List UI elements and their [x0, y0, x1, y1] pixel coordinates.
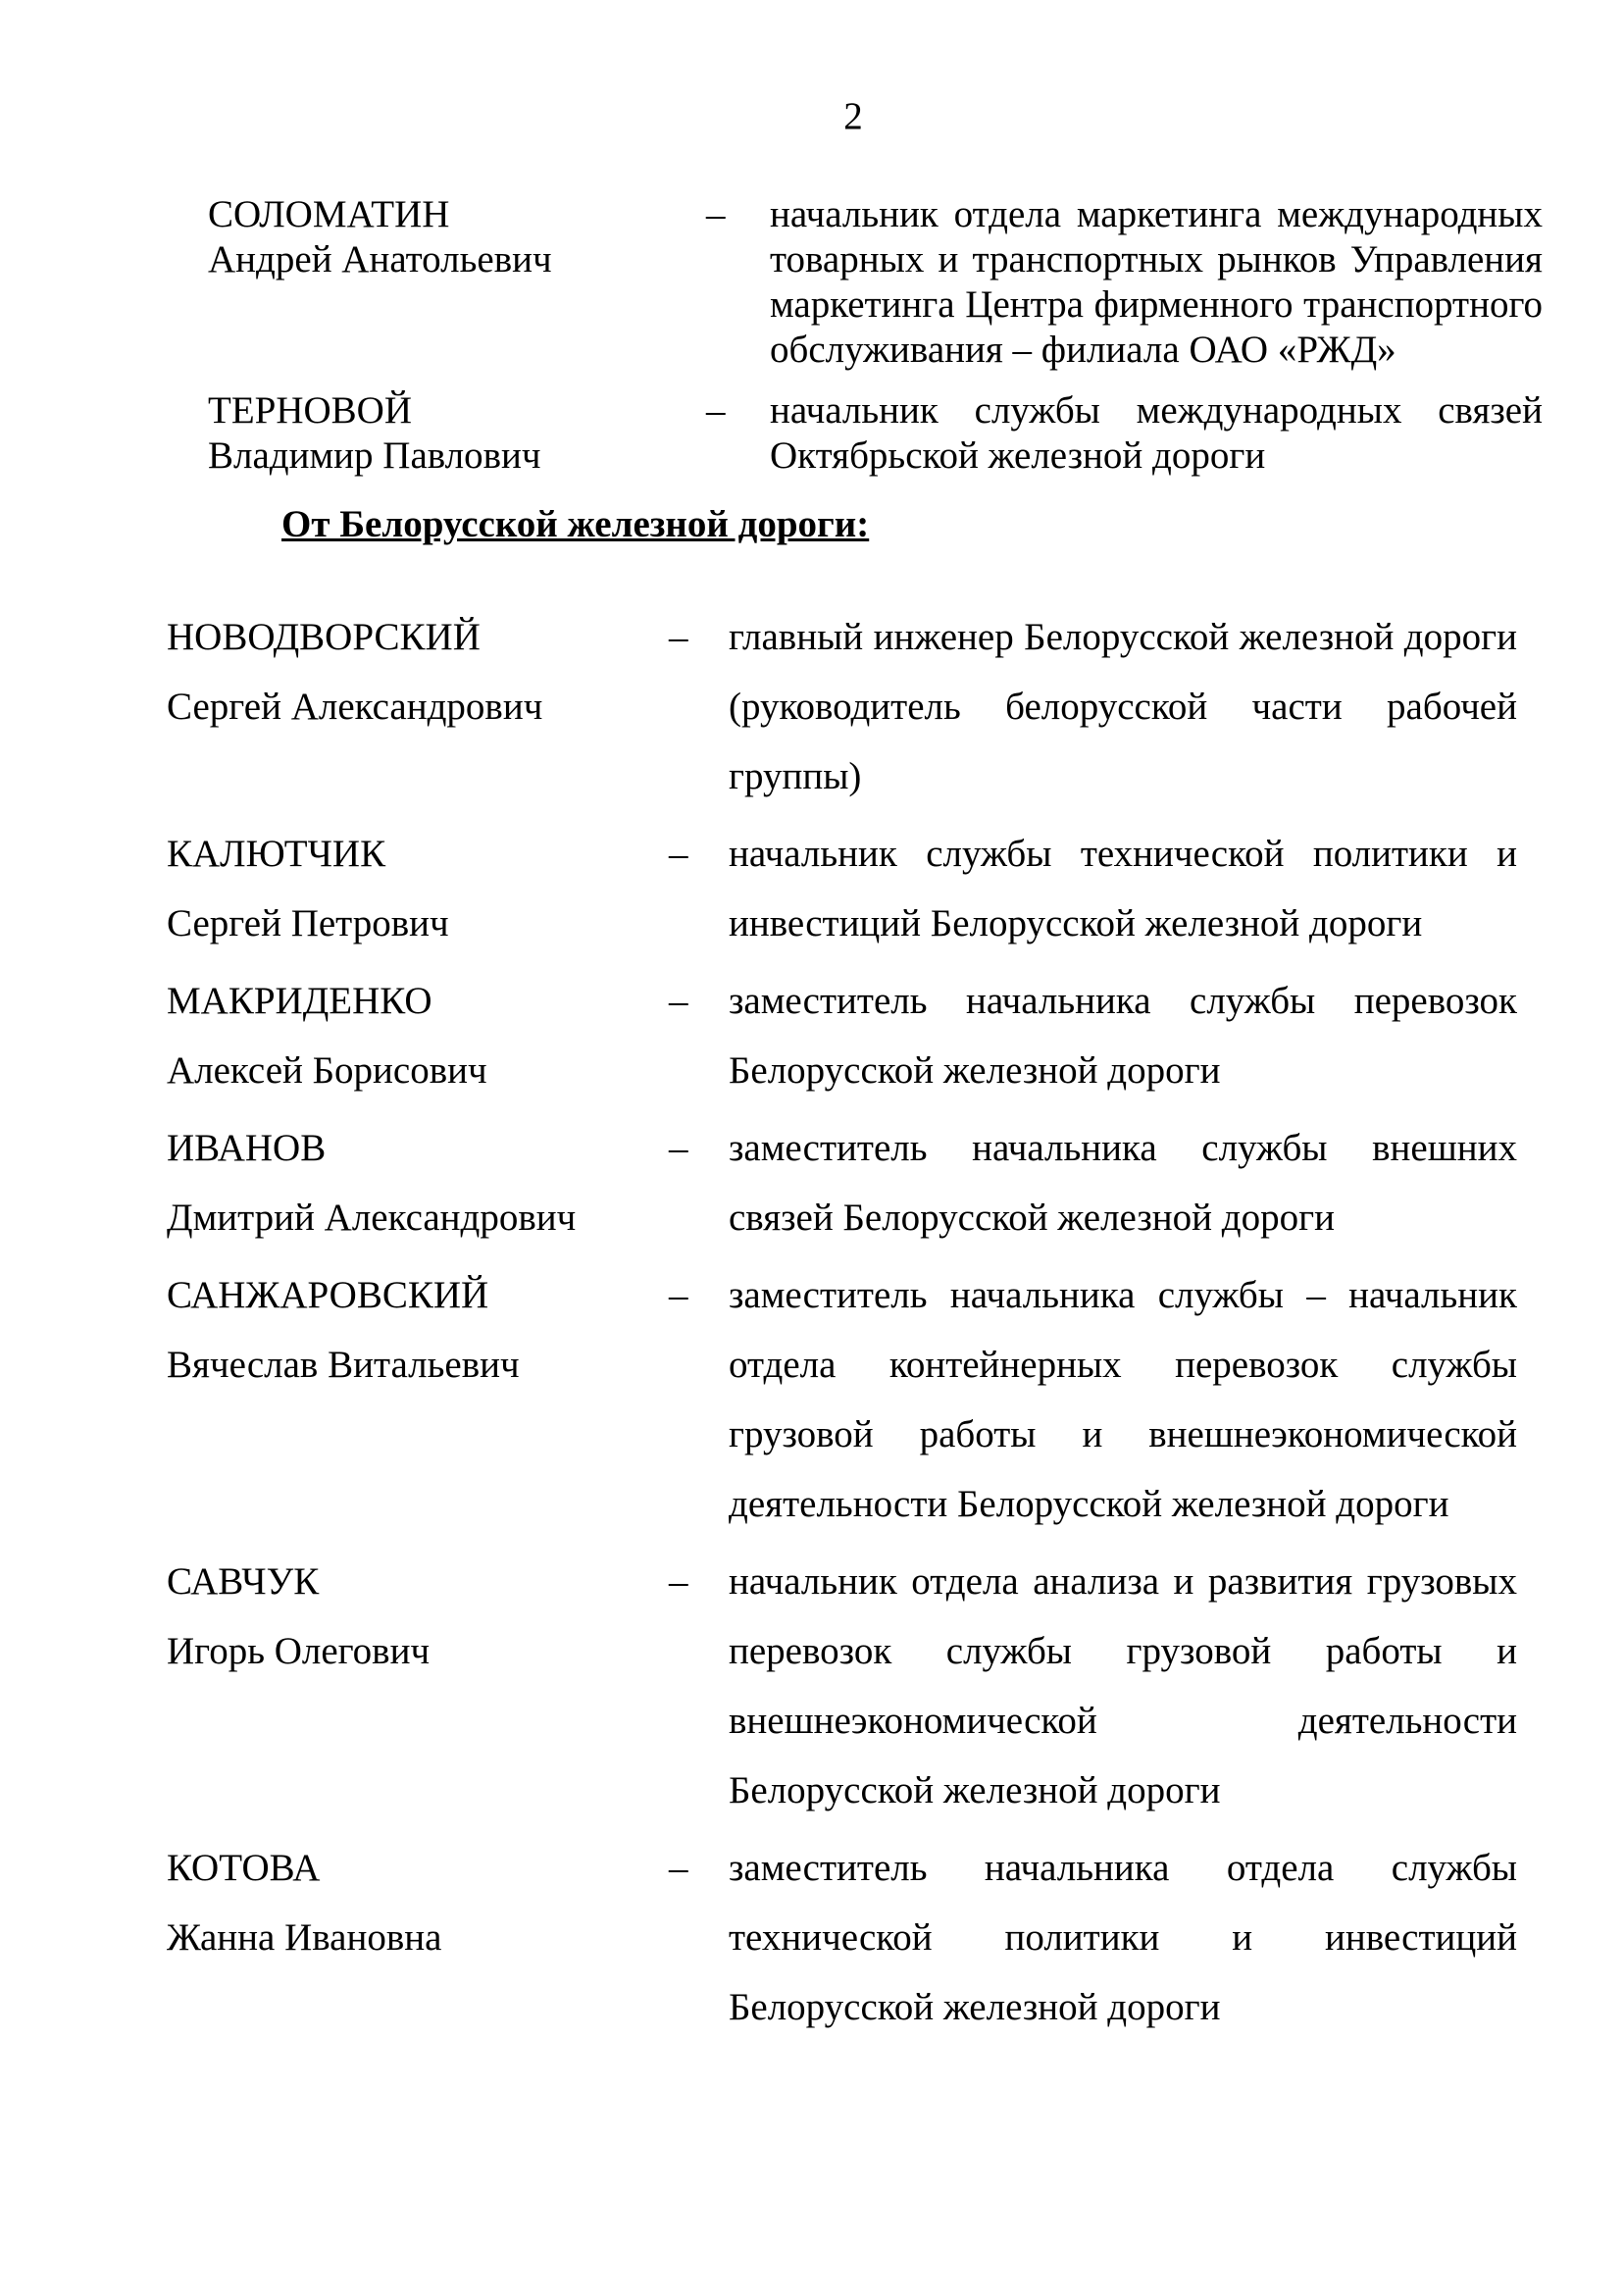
dash-separator: – [669, 1274, 688, 1316]
section-heading: От Белорусской железной дороги: [281, 503, 870, 545]
person-entry-ivanov [167, 1113, 1624, 1252]
person-role: начальник службы международных связей Октябрьской железной дороги [770, 389, 1543, 477]
person-surname: КОТОВА [167, 1847, 321, 1889]
dash-separator: – [669, 980, 688, 1022]
dash-separator: – [669, 1560, 688, 1603]
dash-separator: – [706, 193, 726, 235]
person-name-block [167, 1113, 669, 1252]
person-given-name: Владимир Павлович [208, 434, 541, 477]
person-role: заместитель начальника службы перевозок Белорусской железной дороги [729, 980, 1517, 1092]
person-surname: САВЧУК [167, 1560, 320, 1603]
person-entry-novodvorsky [167, 602, 1624, 811]
person-surname: КАЛЮТЧИК [167, 833, 386, 875]
person-role: заместитель начальника отдела службы технической политики и инвестиций Белорусской железной дороги [729, 1847, 1517, 2028]
person-entry-ternovoy [208, 388, 1624, 479]
dash-separator: – [669, 833, 688, 875]
person-surname: СОЛОМАТИН [208, 193, 450, 235]
person-given-name: Игорь Олегович [167, 1630, 431, 1672]
person-name-block [167, 819, 669, 958]
section-heading-row [281, 502, 1624, 547]
person-given-name: Сергей Александрович [167, 686, 543, 728]
person-given-name: Вячеслав Витальевич [167, 1344, 520, 1386]
person-surname: НОВОДВОРСКИЙ [167, 616, 481, 658]
person-name-block [167, 1547, 669, 1825]
person-given-name: Алексей Борисович [167, 1049, 487, 1092]
person-role: заместитель начальника службы – начальник отдела контейнерных перевозок службы грузовой работы и внешнеэкономической деятельности Белорусской железной дороги [729, 1274, 1517, 1525]
person-role: начальник службы технической политики и инвестиций Белорусской железной дороги [729, 833, 1517, 944]
person-given-name: Сергей Петрович [167, 902, 449, 944]
person-entry-kalyutchik [167, 819, 1624, 958]
person-surname: САНЖАРОВСКИЙ [167, 1274, 489, 1316]
person-surname: ИВАНОВ [167, 1127, 327, 1169]
person-name-block [167, 602, 669, 811]
person-name-block [208, 192, 706, 373]
page-number: 2 [843, 95, 863, 137]
dash-separator: – [669, 616, 688, 658]
person-given-name: Андрей Анатольевич [208, 238, 552, 280]
person-name-block [167, 1260, 669, 1539]
person-surname: ТЕРНОВОЙ [208, 389, 413, 432]
person-role: начальник отдела маркетинга международных товарных и транспортных рынков Управления маркетинга Центра фирменного транспортного обслуживания – филиала ОАО «РЖД» [770, 193, 1543, 371]
person-role: начальник отдела анализа и развития грузовых перевозок службы грузовой работы и внешнеэкономической деятельности Белорусской железной дороги [729, 1560, 1517, 1811]
dash-separator: – [669, 1127, 688, 1169]
person-name-block [167, 1833, 669, 2042]
person-given-name: Жанна Ивановна [167, 1916, 442, 1959]
person-role: заместитель начальника службы внешних связей Белорусской железной дороги [729, 1127, 1517, 1239]
section-belarusian-railway [0, 602, 1624, 2042]
section-rzd [0, 0, 1624, 479]
person-entry-makridenko [167, 966, 1624, 1105]
person-entry-kotova [167, 1833, 1624, 2042]
person-entry-sanzharovsky [167, 1260, 1624, 1539]
person-name-block [167, 966, 669, 1105]
person-given-name: Дмитрий Александрович [167, 1197, 577, 1239]
dash-separator: – [669, 1847, 688, 1889]
person-surname: МАКРИДЕНКО [167, 980, 432, 1022]
person-entry-solomatin [208, 192, 1624, 373]
person-entry-savchuk [167, 1547, 1624, 1825]
person-role: главный инженер Белорусской железной дороги (руководитель белорусской части рабочей группы) [729, 616, 1517, 797]
dash-separator: – [706, 389, 726, 432]
person-name-block [208, 388, 706, 479]
